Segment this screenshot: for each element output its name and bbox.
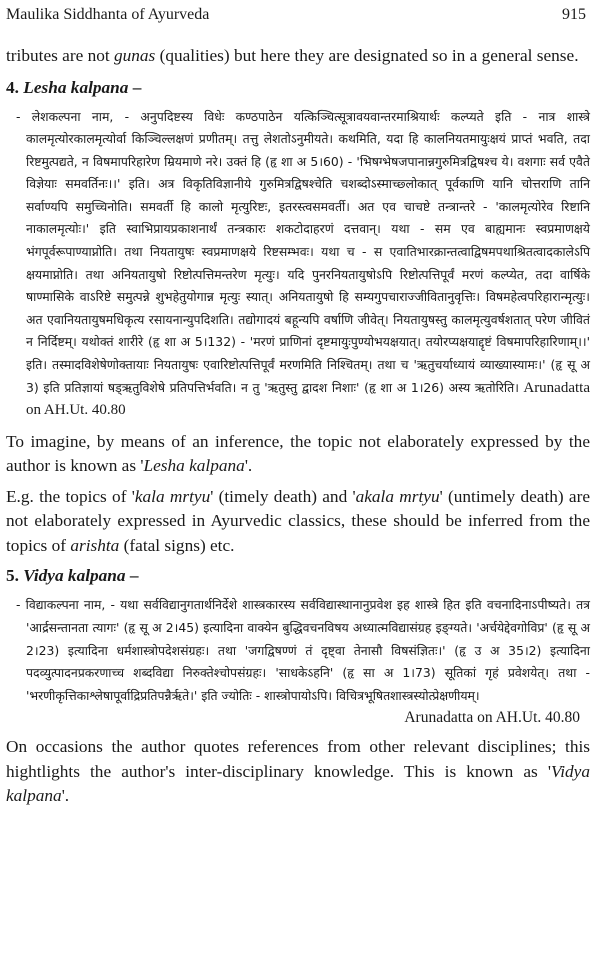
- vidya-explanation: On occasions the author quotes references from other relevant disciplines; this hightlights the author's inter-disciplinary knowledge. This is known as 'Vidya kalpana'.: [6, 737, 590, 806]
- book-title: Maulika Siddhanta of Ayurveda: [6, 6, 210, 23]
- sanskrit-quote-vidya: - विद्याकल्पना नाम, - यथा सर्वविद्यानुगतार्थनिर्देशे शास्त्रकारस्य सर्वविद्यास्थानानुप्रवेश इह शास्त्रे हित इति वचनादिनाऽपीष्यते। तत्र 'आर्द्रसन्तानता त्यागः' (हृ सू अ 2।45) इत्यादिना वाक्येन बुद्धिवचनविषय अध्यात्मविद्यासंग्रह इङ्ग्यते। 'अर्चयेद्देवगोविप्र' (हृ सू अ 2।23) इत्यादिना धर्मशास्त्रोपदेशसंग्रहः। तथा 'जगद्विषण्णं तं दृष्ट्वा तेनासौ विषसंज्ञितः।' (हृ उ अ 35।2) इत्यादिना पदव्युत्पादनप्रकरणाच्च शब्दविद्या निरुक्तेश्चोपसंग्रहः। 'साधकेऽहनि' (हृ सा अ 1।73) सूतिकां गृहं प्रवेशयेत्। तथा - 'भरणीकृत्तिकाश्लेषापूर्वाद्रिप्रतिपन्नैर्ऋते।' इति ज्योतिः - शास्त्रोपायोऽपि। विचित्रभूषितशास्त्रस्योत्प्रेक्षणीयम्।: [16, 597, 590, 703]
- quote-citation-vidya: Arunadatta on AH.Ut. 40.80: [404, 709, 580, 727]
- intro-paragraph: tributes are not gunas (qualities) but here they are designated so in a general sense.: [6, 46, 579, 65]
- lesha-explanation: To imagine, by means of an inference, the topic not elaborately expressed by the author is known as 'Lesha kalpana'.: [6, 431, 590, 476]
- section-heading-vidya-kalpana: 5. Vidya kalpana –: [6, 566, 139, 586]
- page-number: 915: [562, 6, 586, 23]
- sanskrit-quote-lesha: - लेशकल्पना नाम, - अनुपदिष्टस्य विधेः कण्ठपाठेन यत्किञ्चित्सूत्रावयवान्तरमाश्रियार्थः कल्प्यते इति - नात्र शास्त्रे कालमृत्योरकालमृत्योर्वा किञ्चिल्लक्षणं प्रणीतम्। तत्तु लेशतोऽनुमीयते। कथमिति, यदा हि कालनियतमायुःक्षयं प्राप्तं भवति, तदा रिष्टमुत्पद्यते, न विषमापरिहारेण म्रियमाणे नरे। उक्तं हि (हृ शा अ 5।60) - 'भिषग्भेषजपानान्नगुरुमित्रद्विषश्च ये। वशगाः सर्व एवैते विज्ञेयाः समवर्तिनः।।' इति। अत्र विकृतिविज्ञानीये गुरुमित्रद्विषश्चेति चशब्दोऽस्माच्छ्लोकात् पूर्वकाणि यानि चोत्तराणि तानि सर्वाण्यपि समुच्चिनोति। समवर्ती हि कालो मृत्युरिष्टः, इतरस्त्वसमवर्ती। अत एव चाचष्टे तन्त्रान्तरे - 'कालमृत्योरेव रिष्टानि नाकालमृत्योः।' इति स्वाभिप्रायप्रकाशनार्थं तन्त्रकारः शकटोदाहरणं दत्तवान्। यथा - सम एव बाह्यमानः स्वप्रमाणक्षये भंगपूर्वरूपाण्याप्नोति। तथा नियतायुषः स्वप्रमाणक्षये रिष्टसम्भवः। यथा च - स एवातिभारक्रान्तत्वाद्विषमपथाश्रितत्वादकालेऽपि क्षयमाप्नोति। तथा अनियतायुषो रिष्टोत्पत्तिमन्तरेण मृत्युः। यदि पुनरनियतायुषोऽपि रिष्टोत्पत्तिपूर्वं मरणं कल्प्येत, तदा वार्षिके षाण्मासिके वाऽरिष्टे समुत्पन्ने शुभहेतुयोगान्न मृत्युः स्यात्। अनियतायुषो हि सम्यगुपचाराज्जीवितानुवृत्तिः। विषमहेत्वपरिहारान्मृत्युः। अत एवानियतायुषमधिकृत्य रसायनान्युपदिशति। तद्योगादयं बहून्यपि वर्षाणि जीवेत्। नियतायुषस्तु कालमृत्युवर्षशतात् परेण जीवितं न निर्दिष्टम्। यथोक्तं शारीरे (हृ शा अ 5।132) - 'मरणं प्राणिनां दृष्टमायुःपुण्योभयक्षयात्। तयोरप्यक्षयाद्दृष्टं विषमापरिहारिणाम्।।' इति। तस्मादविशेषेणोक्तायाः नियतायुषः एवारिष्टोत्पत्तिपूर्वं मरणमिति निश्चितम्। तथा च 'ऋतुचर्याध्यायं व्याख्यास्यामः।' (हृ सू अ 3) इति प्रतिज्ञायां षड्ऋतुविशेषे प्रतिपत्तिर्भवति। न तु 'ऋतुस्तु द्वादश निशाः' (हृ शा अ 1।26) अस्य ऋतोरिति। Arunadatta on AH.Ut. 40.80: [16, 108, 590, 419]
- quote-citation: Arunadatta on AH.Ut. 40.80: [26, 379, 590, 419]
- section-heading-lesha-kalpana: 4. Lesha kalpana –: [6, 77, 142, 97]
- running-header: [6, 4, 590, 26]
- intro-term: gunas: [113, 46, 156, 65]
- lesha-example: E.g. the topics of 'kala mrtyu' (timely death) and 'akala mrtyu' (untimely death) are not elaborately expressed in Ayurvedic classics, these should be inferred from the topics of arishta (fatal signs) etc.: [6, 486, 591, 555]
- page-body: [6, 44, 590, 809]
